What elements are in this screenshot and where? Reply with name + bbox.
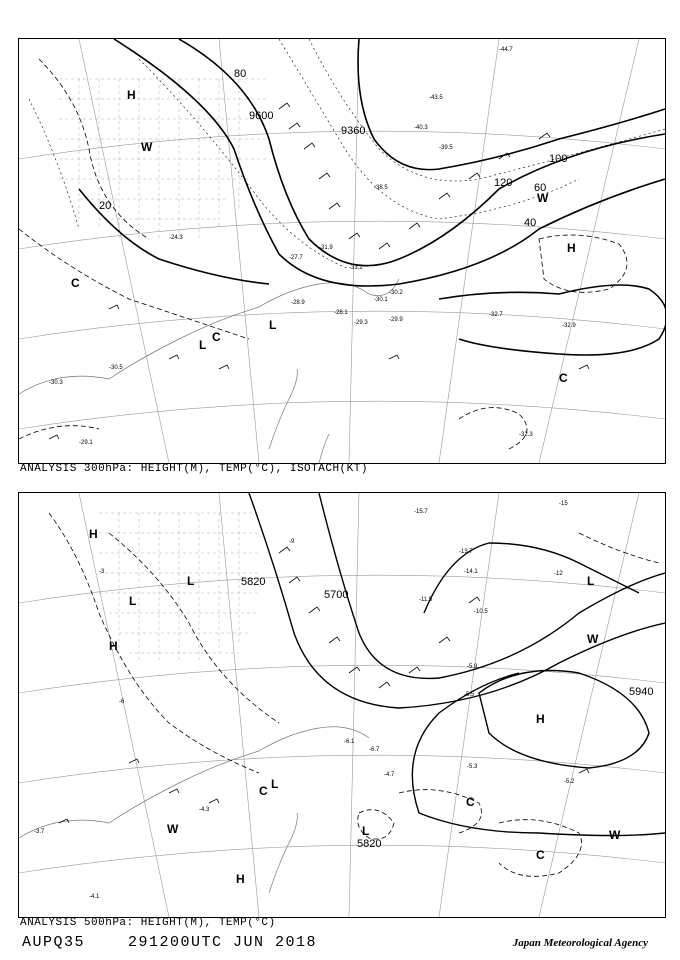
system-cold: C bbox=[212, 330, 221, 344]
temp-obs: -4.7 bbox=[384, 772, 395, 778]
valid-time: 291200UTC JUN 2018 bbox=[128, 934, 318, 951]
temp-obs: -38.5 bbox=[374, 185, 388, 191]
isotach-label-100: 100 bbox=[549, 153, 568, 165]
system-low: L bbox=[362, 824, 370, 838]
temp-obs: -6.1 bbox=[344, 739, 355, 745]
system-cold: C bbox=[559, 371, 568, 385]
system-high: H bbox=[236, 872, 245, 886]
temp-obs: -32.3 bbox=[519, 432, 533, 438]
system-warm: W bbox=[587, 632, 599, 646]
height-contours bbox=[249, 493, 665, 836]
temp-obs: -33.2 bbox=[349, 265, 363, 271]
temp-obs: -30.1 bbox=[374, 297, 388, 303]
temp-obs: -12 bbox=[554, 571, 563, 577]
temp-obs: -11.5 bbox=[419, 597, 433, 603]
temp-obs: -4.3 bbox=[199, 807, 210, 813]
isotach-label-120: 120 bbox=[494, 177, 513, 189]
temp-obs: -13.7 bbox=[459, 549, 473, 555]
system-warm: W bbox=[167, 822, 179, 836]
height-contours bbox=[79, 39, 665, 355]
temp-obs: -28.1 bbox=[334, 310, 348, 316]
temp-obs: -3 bbox=[99, 569, 105, 575]
temp-obs: -39.5 bbox=[439, 145, 453, 151]
height-label-9360: 9360 bbox=[341, 125, 366, 137]
temp-obs: -4.1 bbox=[89, 894, 100, 900]
system-cold: C bbox=[71, 276, 80, 290]
system-low: L bbox=[199, 338, 207, 352]
temp-obs: -32.9 bbox=[562, 323, 576, 329]
temp-obs: -30.2 bbox=[389, 290, 403, 296]
system-cold: C bbox=[259, 784, 268, 798]
height-label-9600: 9600 bbox=[249, 110, 274, 122]
system-high: H bbox=[89, 527, 98, 541]
temp-obs: -6.7 bbox=[369, 747, 380, 753]
temp-obs: -15.7 bbox=[414, 509, 428, 515]
isotach-label-20: 20 bbox=[99, 200, 112, 212]
system-cold: C bbox=[466, 795, 475, 809]
temp-obs: -30.5 bbox=[109, 365, 123, 371]
temp-obs: -27.7 bbox=[289, 255, 303, 261]
graticule bbox=[19, 493, 665, 917]
temp-obs: -3.7 bbox=[34, 829, 45, 835]
temp-obs: -5.2 bbox=[564, 779, 575, 785]
isotachs bbox=[19, 59, 627, 449]
agency-credit: Japan Meteorological Agency bbox=[512, 937, 648, 949]
system-low: L bbox=[187, 574, 195, 588]
system-high: H bbox=[536, 712, 545, 726]
temp-obs: -40.3 bbox=[414, 125, 428, 131]
system-cold: C bbox=[536, 848, 545, 862]
temp-obs: -10.5 bbox=[474, 609, 488, 615]
temp-obs: -5.3 bbox=[467, 764, 478, 770]
system-low: L bbox=[271, 777, 279, 791]
temp-obs: -29.1 bbox=[79, 440, 93, 446]
height-label-5820: 5820 bbox=[241, 576, 266, 588]
temp-obs: -5.9 bbox=[467, 664, 478, 670]
caption-300hpa: ANALYSIS 300hPa: HEIGHT(M), TEMP(°C), ISOTACH(KT) bbox=[20, 463, 368, 475]
isotach-label-80: 80 bbox=[234, 68, 247, 80]
temp-obs: -15 bbox=[559, 501, 568, 507]
system-high: H bbox=[109, 639, 118, 653]
system-low: L bbox=[587, 574, 595, 588]
temp-obs: -44.7 bbox=[499, 47, 513, 53]
product-code: AUPQ35 bbox=[22, 934, 86, 951]
height-label-5700: 5700 bbox=[324, 589, 349, 601]
system-high: H bbox=[127, 88, 136, 102]
system-warm: W bbox=[609, 828, 621, 842]
map-500hpa-svg bbox=[19, 493, 665, 917]
height-label-5820: 5820 bbox=[357, 838, 382, 850]
system-warm: W bbox=[537, 191, 549, 205]
coastline bbox=[19, 727, 369, 893]
temp-obs: -14.1 bbox=[464, 569, 478, 575]
temp-obs: -31.9 bbox=[319, 245, 333, 251]
temp-obs: -9 bbox=[289, 539, 295, 545]
temp-obs: -6 bbox=[119, 699, 125, 705]
height-label-5940: 5940 bbox=[629, 686, 654, 698]
temp-obs: -32.7 bbox=[489, 312, 503, 318]
temp-obs: -30.3 bbox=[49, 380, 63, 386]
system-low: L bbox=[129, 594, 137, 608]
temp-obs: -43.5 bbox=[429, 95, 443, 101]
temp-obs: -24.3 bbox=[169, 235, 183, 241]
system-high: H bbox=[567, 241, 576, 255]
caption-500hpa: ANALYSIS 500hPa: HEIGHT(M), TEMP(°C) bbox=[20, 917, 276, 929]
isotach-label-60: 60 bbox=[534, 182, 547, 194]
temp-obs: -29.9 bbox=[389, 317, 403, 323]
system-low: L bbox=[269, 318, 277, 332]
map-panel-500hpa bbox=[18, 492, 666, 918]
system-warm: W bbox=[141, 140, 153, 154]
temp-obs: -5.5 bbox=[464, 692, 475, 698]
map-panel-300hpa bbox=[18, 38, 666, 464]
isotach-label-40: 40 bbox=[524, 217, 537, 229]
temp-obs: -29.3 bbox=[354, 320, 368, 326]
temp-obs: -28.9 bbox=[291, 300, 305, 306]
coastline bbox=[19, 279, 399, 463]
hatch-area bbox=[99, 513, 259, 663]
map-300hpa-svg bbox=[19, 39, 665, 463]
isotherms bbox=[29, 39, 665, 269]
